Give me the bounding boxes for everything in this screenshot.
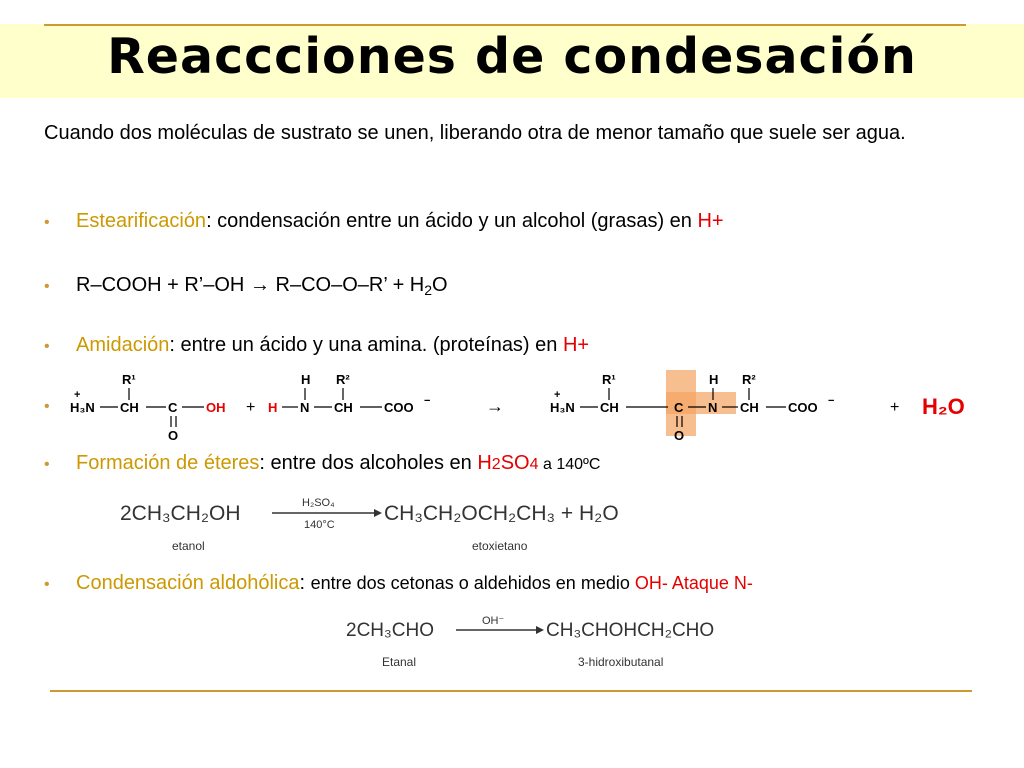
h3n-group: H₃N: [70, 400, 95, 415]
carboxylate: COO: [788, 400, 818, 415]
water-product: H₂O: [922, 394, 965, 419]
aldol-reaction-image: [340, 610, 760, 672]
ester-eq-subscript: 2: [424, 282, 433, 298]
carbonyl-oxygen: O: [168, 428, 179, 443]
charge-minus: −: [828, 395, 835, 407]
aldol-text: entre dos cetonas o aldehidos en medio: [310, 573, 635, 593]
carboxyl-carbon: C: [168, 400, 178, 415]
intro-paragraph: Cuando dos moléculas de sustrato se unen, liberando otra de menor tamaño que suele ser agua.: [44, 122, 906, 144]
ethers-cond-sub: 2: [491, 456, 501, 473]
amine-h: H: [301, 372, 311, 387]
bullet-dot: •: [44, 338, 50, 355]
hydroxyl-group: OH: [206, 400, 226, 415]
ethers-cond-so: SO: [500, 452, 530, 474]
bullet-amidation: [44, 332, 589, 360]
ethers-temp-a: a: [538, 456, 557, 473]
ether-catalyst: H₂SO₄: [302, 497, 335, 509]
ether-product: CH₃CH₂OCH₂CH₃ + H₂O: [384, 502, 619, 525]
r1-group: R¹: [122, 372, 136, 387]
bullet-aldol: [44, 570, 753, 598]
amine-nitrogen: N: [300, 400, 310, 415]
alpha-carbon: CH: [120, 400, 139, 415]
amide-h: H: [709, 372, 719, 387]
reaction-arrow: →: [486, 396, 504, 416]
ester-eq-right-a: R–CO–O–R’ + H: [275, 274, 425, 296]
carbonyl-carbon: C: [674, 400, 684, 415]
ester-eq-left: R–COOH + R’–OH: [76, 274, 245, 296]
ester-eq-arrow: →: [249, 274, 270, 296]
amidation-text: : entre un ácido y una amina. (proteínas) en: [169, 334, 563, 356]
carbonyl-oxygen: O: [674, 428, 685, 443]
aldol-product-name: 3-hidroxibutanal: [578, 655, 664, 669]
r1-group: R¹: [602, 372, 616, 387]
ether-reaction-image: [112, 492, 672, 556]
ethers-text: : entre dos alcoholes en: [259, 452, 478, 474]
title-divider: [44, 24, 966, 26]
alpha-carbon: CH: [600, 400, 619, 415]
aldol-condition: OH- Ataque N-: [634, 573, 753, 593]
aldol-reactant: 2CH₃CHO: [346, 620, 434, 641]
aldol-product: CH₃CHOHCH₂CHO: [546, 620, 715, 641]
bullet-dot: •: [44, 278, 50, 295]
aldol-catalyst: OH⁻: [482, 615, 505, 627]
keyword-amidation: Amidación: [76, 334, 170, 356]
ethers-cond-sub2: 4: [529, 456, 539, 473]
keyword-ethers: Formación de éteres: [76, 452, 260, 474]
ether-reactant-name: etanol: [172, 539, 205, 553]
bottom-divider: [50, 690, 972, 692]
charge-plus: +: [554, 389, 561, 401]
amide-nitrogen: N: [708, 400, 718, 415]
keyword-esterification: Estearificación: [76, 210, 207, 232]
alpha-carbon: CH: [740, 400, 759, 415]
aldol-reactant-name: Etanal: [382, 655, 417, 669]
ethers-temp-b: 140ºC: [556, 456, 601, 473]
esterification-text: : condensación entre un ácido y un alcohol (grasas) en: [206, 210, 698, 232]
ethers-cond-h: H: [477, 452, 492, 474]
charge-minus: −: [424, 395, 431, 407]
carboxylate: COO: [384, 400, 414, 415]
keyword-aldol: Condensación aldohólica: [76, 572, 300, 594]
bullet-dot: •: [44, 214, 50, 231]
plus-sign: +: [890, 399, 900, 416]
bullet-ester-equation: [44, 272, 448, 303]
amidation-condition: H+: [562, 334, 590, 356]
bullet-esterification: [44, 208, 724, 236]
peptide-bond-scheme: [60, 366, 980, 446]
h3n-group: H₃N: [550, 400, 575, 415]
plus-sign: +: [246, 399, 256, 416]
r2-group: R²: [742, 372, 756, 387]
ether-product-name: etoxietano: [472, 539, 528, 553]
ether-reactant: 2CH₃CH₂OH: [120, 502, 241, 525]
ether-temperature: 140°C: [304, 519, 335, 531]
bullet-ethers: [44, 450, 600, 478]
aldol-colon: :: [299, 572, 311, 594]
bullet-dot: •: [44, 576, 50, 593]
r2-group: R²: [336, 372, 350, 387]
esterification-condition: H+: [697, 210, 724, 232]
bullet-dot: •: [44, 398, 50, 415]
alpha-carbon: CH: [334, 400, 353, 415]
charge-plus: +: [74, 389, 81, 401]
ester-eq-right-b: O: [432, 274, 448, 296]
slide-title: Reaccciones de condesación: [107, 28, 917, 85]
bullet-dot: •: [44, 456, 50, 473]
amine-hydrogen: H: [268, 400, 278, 415]
